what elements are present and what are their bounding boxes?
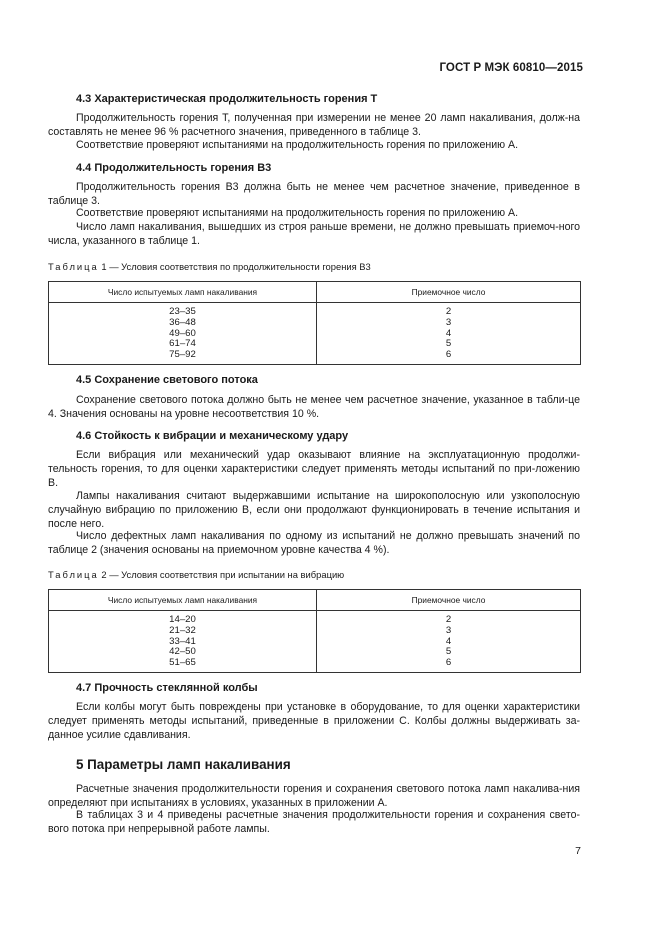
table-header-row	[49, 590, 581, 611]
table-2-caption-label: Таблица	[48, 569, 99, 580]
table-1-header-count: Число испытуемых ламп накаливания	[49, 282, 317, 303]
section-4-3-paragraph-1: Продолжительность горения Т, полученная при измерении не менее 20 ламп накаливания, долж-на составлять не менее 96 % расчетного значения, приведенного в таблице 3.	[48, 112, 580, 139]
table-2-count-cell	[49, 611, 317, 673]
table-cell: 14–20	[169, 614, 196, 625]
table-cell: 5	[445, 646, 452, 658]
section-4-6-paragraph-1: Если вибрация или механический удар оказывают влияние на эксплуатационную продолжи-тельность горения, то для оценки характеристики следует применять методы испытаний по при-ложению В.	[48, 449, 580, 490]
section-4-4-paragraph-3: Число ламп накаливания, вышедших из строя раньше времени, не должно превышать приемоч-ного числа, указанного в таблице 1.	[48, 221, 580, 248]
section-5-paragraph-2: В таблицах 3 и 4 приведены расчетные значения продолжительности горения и сохранения свето-вого потока при непрерывной работе лампы.	[48, 809, 580, 836]
standard-header: ГОСТ Р МЭК 60810—2015	[439, 62, 583, 74]
section-4-4-heading: 4.4 Продолжительность горения В3	[76, 162, 272, 174]
table-cell: 23–35	[169, 306, 196, 317]
table-cell: 49–60	[169, 327, 196, 339]
table-cell: 51–65	[169, 657, 196, 669]
table-1-caption	[48, 261, 371, 272]
section-4-5-heading: 4.5 Сохранение светового потока	[76, 374, 258, 386]
table-2-caption	[48, 569, 344, 580]
table-header-row	[49, 282, 581, 303]
section-4-3-heading: 4.3 Характеристическая продолжительность горения Т	[76, 93, 378, 105]
table-2-header-count: Число испытуемых ламп накаливания	[49, 590, 317, 611]
section-4-4-paragraph-2: Соответствие проверяют испытаниями на продолжительность горения по приложению А.	[76, 207, 519, 219]
table-body-row	[49, 611, 581, 673]
section-5-paragraph-1: Расчетные значения продолжительности горения и сохранения светового потока ламп накалива-ния определяют при испытаниях в условиях, указанных в приложении А.	[48, 783, 580, 810]
table-2-caption-text: 2 — Условия соответствия при испытании на вибрацию	[101, 569, 345, 580]
table-cell: 6	[445, 349, 452, 361]
table-cell: 2	[445, 306, 452, 317]
table-2-header-acceptance: Приемочное число	[317, 590, 581, 611]
table-cell: 36–48	[169, 316, 196, 328]
page-number: 7	[575, 845, 581, 857]
section-4-7-heading: 4.7 Прочность стеклянной колбы	[76, 682, 258, 694]
table-2-acceptance-cell	[317, 611, 581, 673]
table-1-caption-label: Таблица	[48, 261, 99, 272]
table-cell: 3	[445, 316, 452, 328]
table-cell: 5	[445, 338, 452, 350]
table-cell: 4	[445, 635, 452, 647]
section-4-6-paragraph-2: Лампы накаливания считают выдержавшими испытание на широкополосную или узкополосную случайную вибрацию по приложению В, если они продолжают функционировать в течение испытания и после него.	[48, 490, 580, 531]
table-cell: 42–50	[169, 646, 196, 658]
table-2	[48, 589, 581, 673]
table-cell: 4	[445, 327, 452, 339]
table-cell: 6	[445, 657, 452, 669]
section-5-heading: 5 Параметры ламп накаливания	[76, 757, 291, 772]
table-cell: 61–74	[169, 338, 196, 350]
table-cell: 3	[445, 624, 452, 636]
section-4-3-paragraph-2: Соответствие проверяют испытаниями на продолжительность горения по приложению А.	[76, 139, 519, 151]
table-cell: 21–32	[169, 624, 196, 636]
table-1	[48, 281, 581, 365]
table-1-acceptance-cell	[317, 303, 581, 365]
section-4-6-paragraph-3: Число дефектных ламп накаливания по одному из испытаний не должно превышать значений по таблице 2 (значения основаны на приемочном уровне качества 4 %).	[48, 530, 580, 557]
section-4-7-paragraph-1: Если колбы могут быть повреждены при установке в оборудование, то для оценки характеристики следует применять методы испытаний, приведенные в приложении С. Колбы должны выдерживать за-данное усилие сдавливания.	[48, 701, 580, 742]
table-cell: 2	[445, 614, 452, 625]
table-cell: 75–92	[169, 349, 196, 361]
table-1-caption-text: 1 — Условия соответствия по продолжительности горения В3	[101, 261, 371, 272]
table-1-header-acceptance: Приемочное число	[317, 282, 581, 303]
table-1-count-cell	[49, 303, 317, 365]
section-4-5-paragraph-1: Сохранение светового потока должно быть не менее чем расчетное значение, указанное в табли-це 4. Значения основаны на уровне несоответствия 10 %.	[48, 394, 580, 421]
section-4-4-paragraph-1: Продолжительность горения В3 должна быть не менее чем расчетное значение, приведенное в таблице 3.	[48, 181, 580, 208]
section-4-6-heading: 4.6 Стойкость к вибрации и механическому удару	[76, 430, 349, 442]
table-body-row	[49, 303, 581, 365]
table-cell: 33–41	[169, 635, 196, 647]
